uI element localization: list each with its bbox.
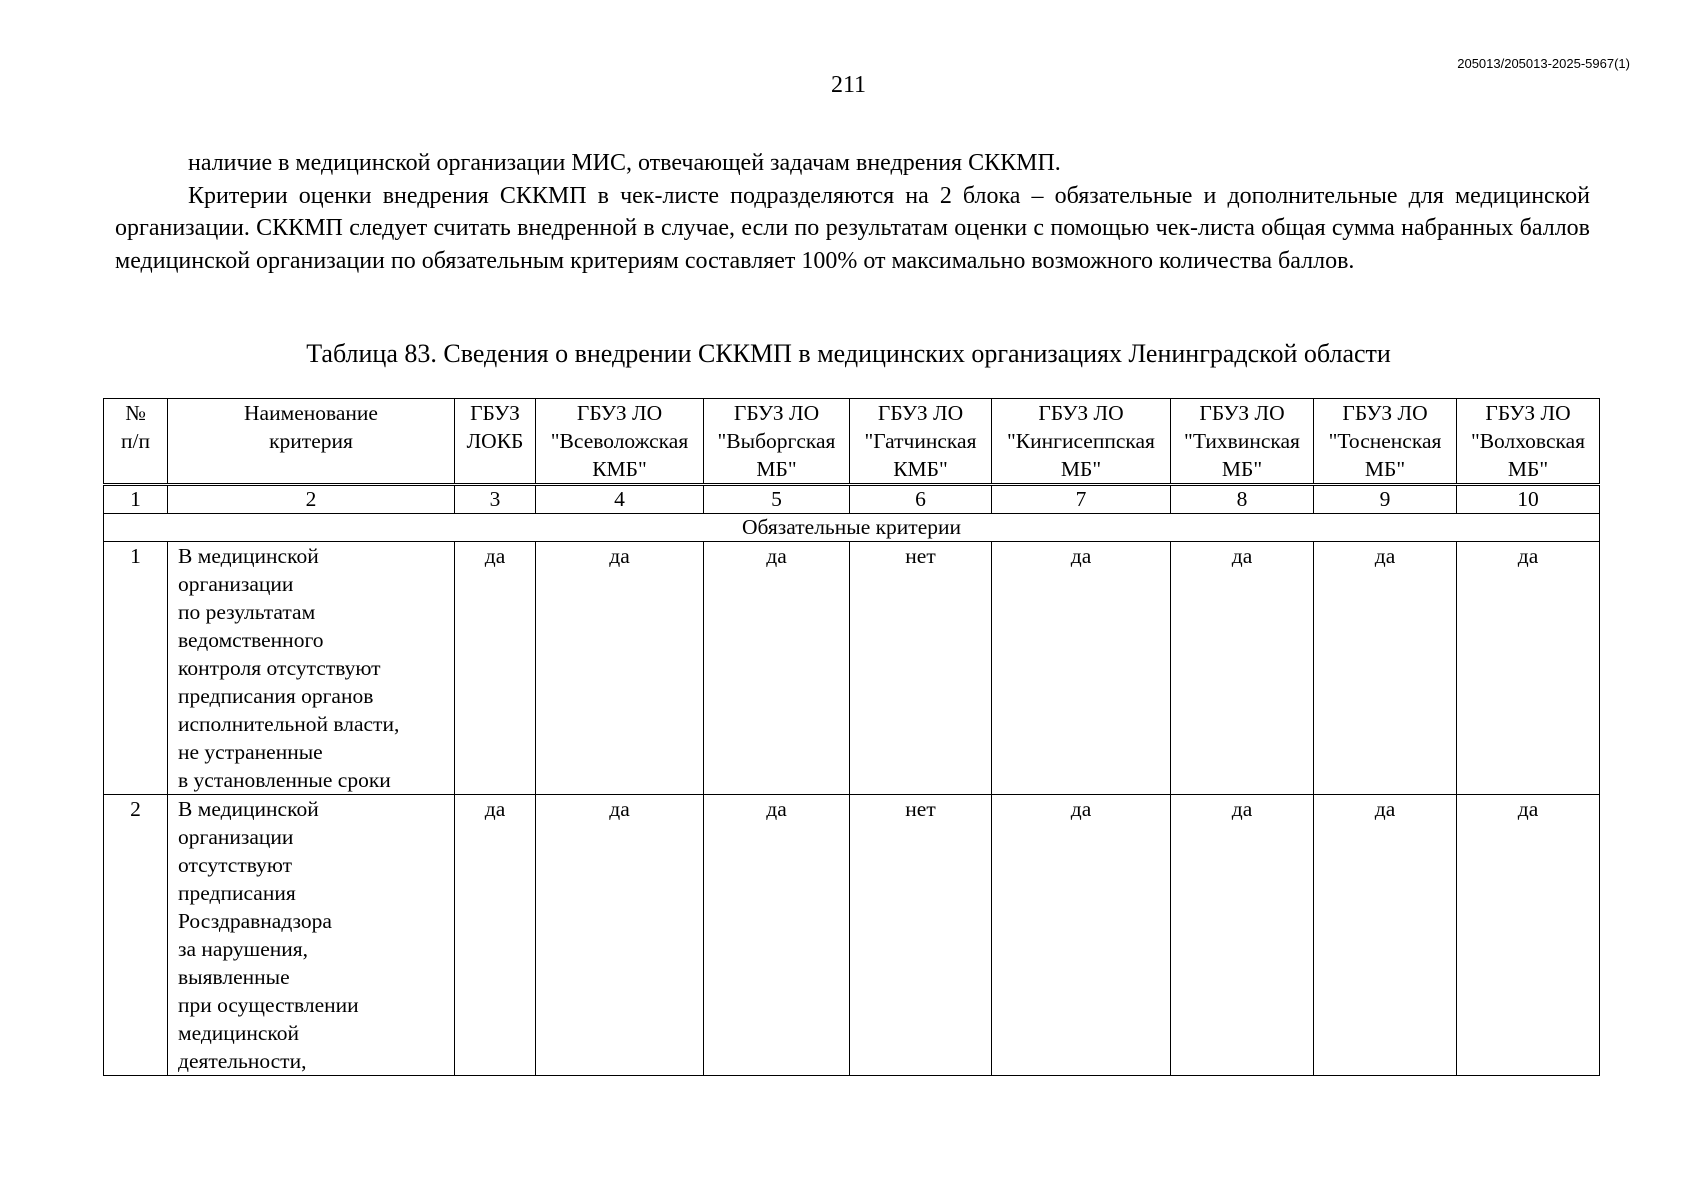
criteria-table bbox=[103, 398, 1600, 1076]
header-tikhvinskaya: ГБУЗ ЛО "Тихвинская МБ" bbox=[1171, 399, 1314, 485]
column-number: 4 bbox=[536, 485, 704, 514]
table-caption: Таблица 83. Сведения о внедрении СККМП в медицинских организациях Ленинградской области bbox=[306, 339, 1391, 368]
column-number: 5 bbox=[704, 485, 850, 514]
value-cell: да bbox=[1171, 795, 1314, 1076]
column-number: 8 bbox=[1171, 485, 1314, 514]
criterion-text: В медицинской организации по результатам ведомственного контроля отсутствуют предписания органов исполнительной власти, не устраненные в установленные сроки bbox=[168, 542, 455, 795]
table-row bbox=[104, 795, 1600, 1076]
table-header-row bbox=[104, 399, 1600, 485]
header-lokb: ГБУЗ ЛОКБ bbox=[455, 399, 536, 485]
value-cell: да bbox=[1457, 542, 1600, 795]
column-number: 1 bbox=[104, 485, 168, 514]
table-row bbox=[104, 542, 1600, 795]
value-cell: да bbox=[992, 795, 1171, 1076]
column-number: 7 bbox=[992, 485, 1171, 514]
paragraph-1: наличие в медицинской организации МИС, отвечающей задачам внедрения СККМП. bbox=[188, 150, 1061, 176]
value-cell: нет bbox=[850, 542, 992, 795]
column-number: 6 bbox=[850, 485, 992, 514]
column-number: 2 bbox=[168, 485, 455, 514]
body-text bbox=[115, 147, 1590, 277]
value-cell: да bbox=[455, 795, 536, 1076]
value-cell: да bbox=[536, 542, 704, 795]
column-number: 10 bbox=[1457, 485, 1600, 514]
value-cell: да bbox=[1314, 542, 1457, 795]
header-number: № п/п bbox=[104, 399, 168, 485]
value-cell: нет bbox=[850, 795, 992, 1076]
value-cell: да bbox=[536, 795, 704, 1076]
header-kingiseppskaya: ГБУЗ ЛО "Кингисеппская МБ" bbox=[992, 399, 1171, 485]
value-cell: да bbox=[1314, 795, 1457, 1076]
value-cell: да bbox=[1171, 542, 1314, 795]
header-criterion: Наименование критерия bbox=[168, 399, 455, 485]
header-vsevolozhskaya: ГБУЗ ЛО "Всеволожская КМБ" bbox=[536, 399, 704, 485]
row-number: 2 bbox=[104, 795, 168, 1076]
criterion-text: В медицинской организации отсутствуют предписания Росздравнадзора за нарушения, выявленные при осуществлении медицинской деятельности, bbox=[168, 795, 455, 1076]
section-row bbox=[104, 514, 1600, 542]
value-cell: да bbox=[1457, 795, 1600, 1076]
column-number: 9 bbox=[1314, 485, 1457, 514]
document-code: 205013/205013-2025-5967(1) bbox=[1457, 56, 1630, 71]
header-tosnenskaya: ГБУЗ ЛО "Тосненская МБ" bbox=[1314, 399, 1457, 485]
header-vyborgskaya: ГБУЗ ЛО "Выборгская МБ" bbox=[704, 399, 850, 485]
value-cell: да bbox=[455, 542, 536, 795]
header-gatchinskaya: ГБУЗ ЛО "Гатчинская КМБ" bbox=[850, 399, 992, 485]
value-cell: да bbox=[704, 795, 850, 1076]
value-cell: да bbox=[704, 542, 850, 795]
column-number-row bbox=[104, 485, 1600, 514]
value-cell: да bbox=[992, 542, 1171, 795]
page-number: 211 bbox=[830, 72, 867, 98]
section-title: Обязательные критерии bbox=[104, 514, 1600, 542]
row-number: 1 bbox=[104, 542, 168, 795]
paragraph-2: Критерии оценки внедрения СККМП в чек-листе подразделяются на 2 блока – обязательные и дополнительные для медицинской организации. СККМП следует считать внедренной в случае, если по результатам оценки с помощью чек-листа общая сумма набранных баллов медицинской организации по обязательным критериям составляет 100% от максимально возможного количества баллов. bbox=[115, 182, 1590, 274]
header-volkhovskaya: ГБУЗ ЛО "Волховская МБ" bbox=[1457, 399, 1600, 485]
column-number: 3 bbox=[455, 485, 536, 514]
